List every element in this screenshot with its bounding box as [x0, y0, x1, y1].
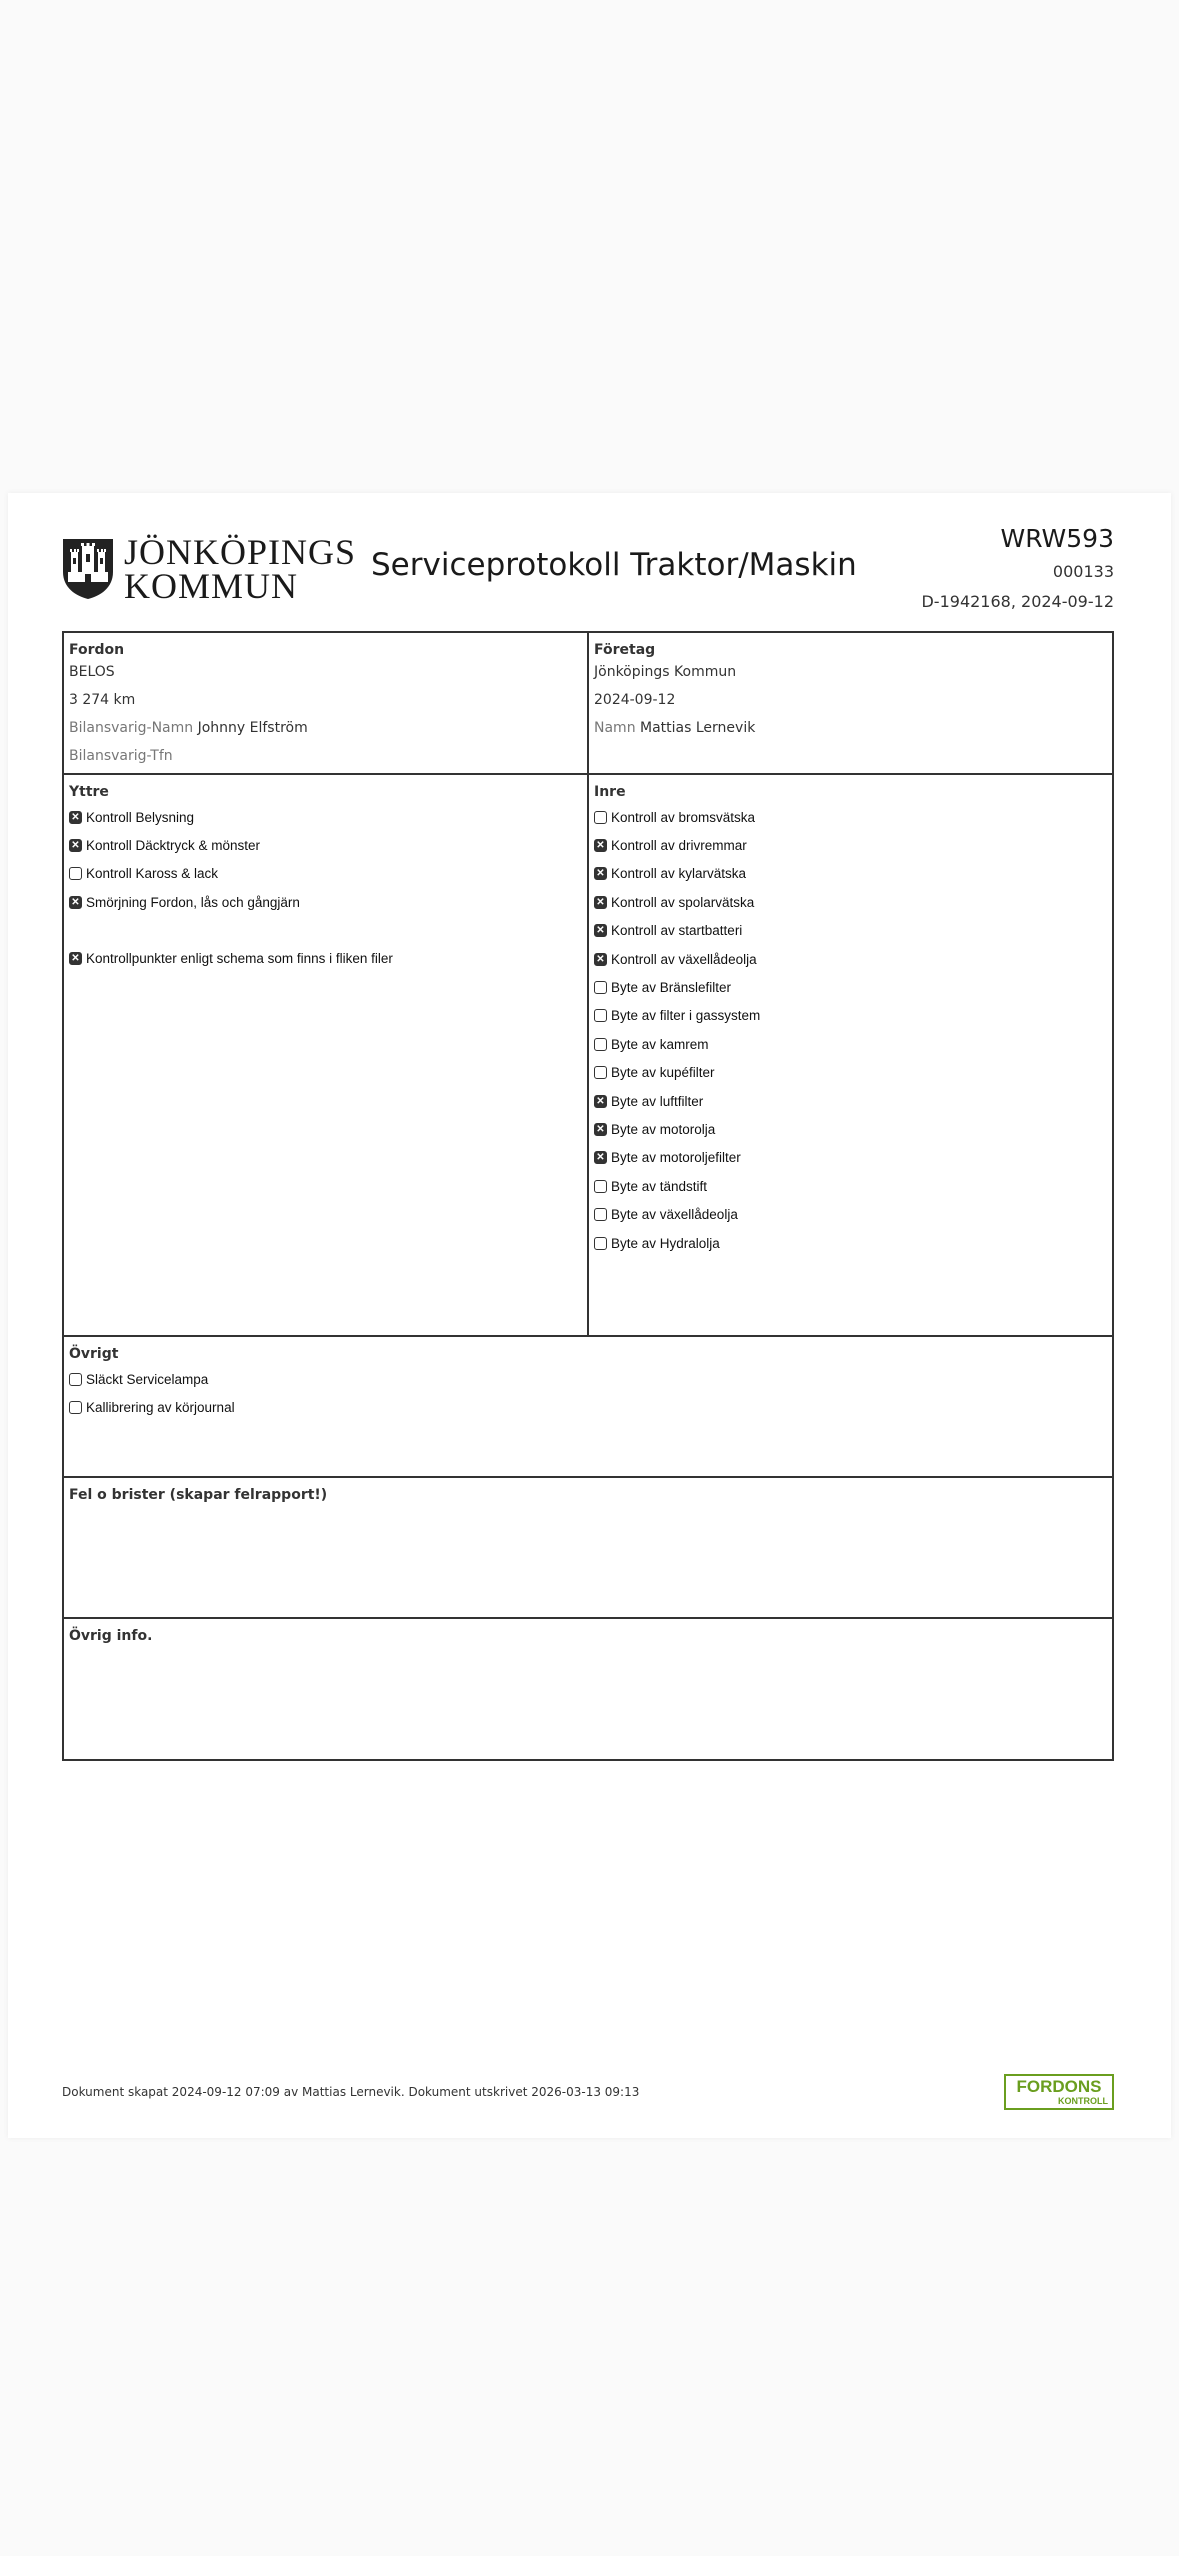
checked-box-icon: ✕ — [69, 839, 82, 852]
checked-box-icon: ✕ — [594, 1123, 607, 1136]
checklist-item — [594, 803, 1107, 831]
checklist-item-label: Kontroll av startbatteri — [611, 923, 743, 939]
logo-line1: JÖNKÖPINGS — [124, 532, 357, 572]
ovrigt-checklist — [69, 1365, 1107, 1422]
unchecked-box-icon — [594, 1237, 607, 1250]
checklist-item-label: Byte av Bränslefilter — [611, 980, 732, 996]
checklist-item — [594, 1229, 1107, 1257]
checklist-item-label: Kontrollpunkter enligt schema som finns i fliken filer — [86, 951, 393, 967]
checked-box-icon: ✕ — [594, 839, 607, 852]
unchecked-box-icon — [69, 867, 82, 880]
checklist-item-label: Byte av Hydralolja — [611, 1235, 720, 1251]
checked-box-icon: ✕ — [69, 811, 82, 824]
unchecked-box-icon — [594, 1180, 607, 1193]
checklist-item-label: Byte av växellådeolja — [611, 1207, 738, 1223]
inre-section — [589, 775, 1112, 1335]
checklist-item-label: Kontroll av bromsvätska — [611, 809, 756, 825]
fordonskontroll-logo — [1004, 2074, 1114, 2110]
unchecked-box-icon — [69, 1401, 82, 1414]
registration-number: WRW593 — [1000, 524, 1114, 553]
checklist-item — [594, 1002, 1107, 1030]
ovrig-info-section — [64, 1619, 1112, 1759]
vehicle-mileage: 3 274 km — [69, 692, 136, 708]
inre-checklist — [594, 803, 1107, 1257]
yttre-title: Yttre — [69, 784, 109, 800]
foretag-section — [589, 633, 1112, 773]
checklist-item — [594, 831, 1107, 859]
foretag-title: Företag — [594, 642, 656, 658]
fel-section — [64, 1478, 1112, 1617]
ovrigt-section — [64, 1337, 1112, 1476]
checklist-item — [594, 1200, 1107, 1228]
checklist-item — [594, 1087, 1107, 1115]
ovrig-info-title: Övrig info. — [69, 1628, 153, 1644]
checklist-spacer — [69, 917, 582, 945]
inre-title: Inre — [594, 784, 626, 800]
checked-box-icon: ✕ — [69, 952, 82, 965]
protocol-grid — [62, 631, 1114, 1761]
checklist-item — [69, 831, 582, 859]
checklist-item-label: Kontroll av kylarvätska — [611, 866, 747, 882]
responsible-phone-label: Bilansvarig-Tfn — [69, 748, 173, 764]
checklist-item — [69, 1393, 1107, 1421]
fordon-title: Fordon — [69, 642, 125, 658]
checklist-item-label: Kontroll Kaross & lack — [86, 866, 219, 882]
fordon-section — [64, 633, 587, 773]
checked-box-icon: ✕ — [594, 924, 607, 937]
checklist-item-label: Byte av motorolja — [611, 1121, 716, 1137]
checked-box-icon: ✕ — [594, 896, 607, 909]
technician-name-label: Namn — [594, 720, 636, 736]
checklist-item — [594, 1059, 1107, 1087]
checklist-item-label: Smörjning Fordon, lås och gångjärn — [86, 894, 300, 910]
checklist-item — [69, 1365, 1107, 1393]
responsible-name-label: Bilansvarig-Namn — [69, 720, 194, 736]
fel-title: Fel o brister (skapar felrapport!) — [69, 1487, 328, 1503]
yttre-checklist — [69, 803, 582, 973]
checklist-item — [594, 888, 1107, 916]
technician-row — [594, 714, 1107, 742]
checklist-item-label: Kontroll av växellådeolja — [611, 951, 757, 967]
technician-name: Mattias Lernevik — [640, 720, 756, 736]
checklist-item — [594, 1144, 1107, 1172]
responsible-name-row — [69, 714, 582, 742]
unchecked-box-icon — [594, 1066, 607, 1079]
castle-shield-icon — [62, 538, 114, 600]
checklist-item — [594, 973, 1107, 1001]
responsible-name: Johnny Elfström — [197, 720, 308, 736]
checklist-item — [594, 1030, 1107, 1058]
ovrigt-title: Övrigt — [69, 1346, 119, 1362]
footer-text: Dokument skapat 2024-09-12 07:09 av Mattias Lernevik. Dokument utskrivet 2026-03-13 09:13 — [62, 2085, 640, 2099]
checklist-item — [594, 945, 1107, 973]
checklist-item — [594, 1172, 1107, 1200]
checked-box-icon: ✕ — [594, 1095, 607, 1108]
checked-box-icon: ✕ — [594, 867, 607, 880]
brand-top: FORDONS — [1016, 2077, 1102, 2096]
document-reference: D-1942168, 2024-09-12 — [921, 592, 1114, 611]
checklist-item — [69, 945, 582, 973]
unchecked-box-icon — [594, 1009, 607, 1022]
checklist-item-label: Byte av tändstift — [611, 1178, 708, 1194]
checklist-item-label: Släckt Servicelampa — [86, 1371, 209, 1387]
unchecked-box-icon — [594, 981, 607, 994]
checklist-item-label: Byte av motoroljefilter — [611, 1150, 741, 1166]
checklist-item-label: Byte av luftfilter — [611, 1093, 704, 1109]
yttre-section — [64, 775, 587, 1335]
checklist-item — [69, 888, 582, 916]
checklist-item-label: Byte av kamrem — [611, 1036, 709, 1052]
logo-line2: KOMMUN — [124, 566, 299, 606]
unchecked-box-icon — [594, 1038, 607, 1051]
unchecked-box-icon — [594, 811, 607, 824]
checklist-item — [69, 803, 582, 831]
checklist-item — [69, 860, 582, 888]
checked-box-icon: ✕ — [69, 896, 82, 909]
checklist-item-label: Byte av filter i gassystem — [611, 1008, 761, 1024]
protocol-number: 000133 — [1052, 562, 1114, 581]
document-title: Serviceprotokoll Traktor/Maskin — [371, 547, 857, 583]
checklist-item-label: Kontroll Belysning — [86, 809, 195, 825]
vehicle-name: BELOS — [69, 664, 115, 680]
checked-box-icon: ✕ — [594, 953, 607, 966]
municipality-logo — [62, 532, 357, 606]
checklist-item-label: Kallibrering av körjournal — [86, 1400, 235, 1416]
checklist-item — [594, 1115, 1107, 1143]
checklist-item — [594, 860, 1107, 888]
checklist-item-label: Byte av kupéfilter — [611, 1065, 715, 1081]
company-name: Jönköpings Kommun — [594, 664, 737, 680]
document-page — [8, 493, 1171, 2138]
checklist-item-label: Kontroll av spolarvätska — [611, 894, 755, 910]
checklist-item-label: Kontroll Däcktryck & mönster — [86, 838, 261, 854]
unchecked-box-icon — [594, 1208, 607, 1221]
service-date: 2024-09-12 — [594, 692, 676, 708]
unchecked-box-icon — [69, 1373, 82, 1386]
checklist-item — [594, 917, 1107, 945]
header-meta — [921, 523, 1114, 615]
checked-box-icon: ✕ — [594, 1151, 607, 1164]
brand-bottom: KONTROLL — [1058, 2096, 1108, 2106]
checklist-item-label: Kontroll av drivremmar — [611, 838, 747, 854]
